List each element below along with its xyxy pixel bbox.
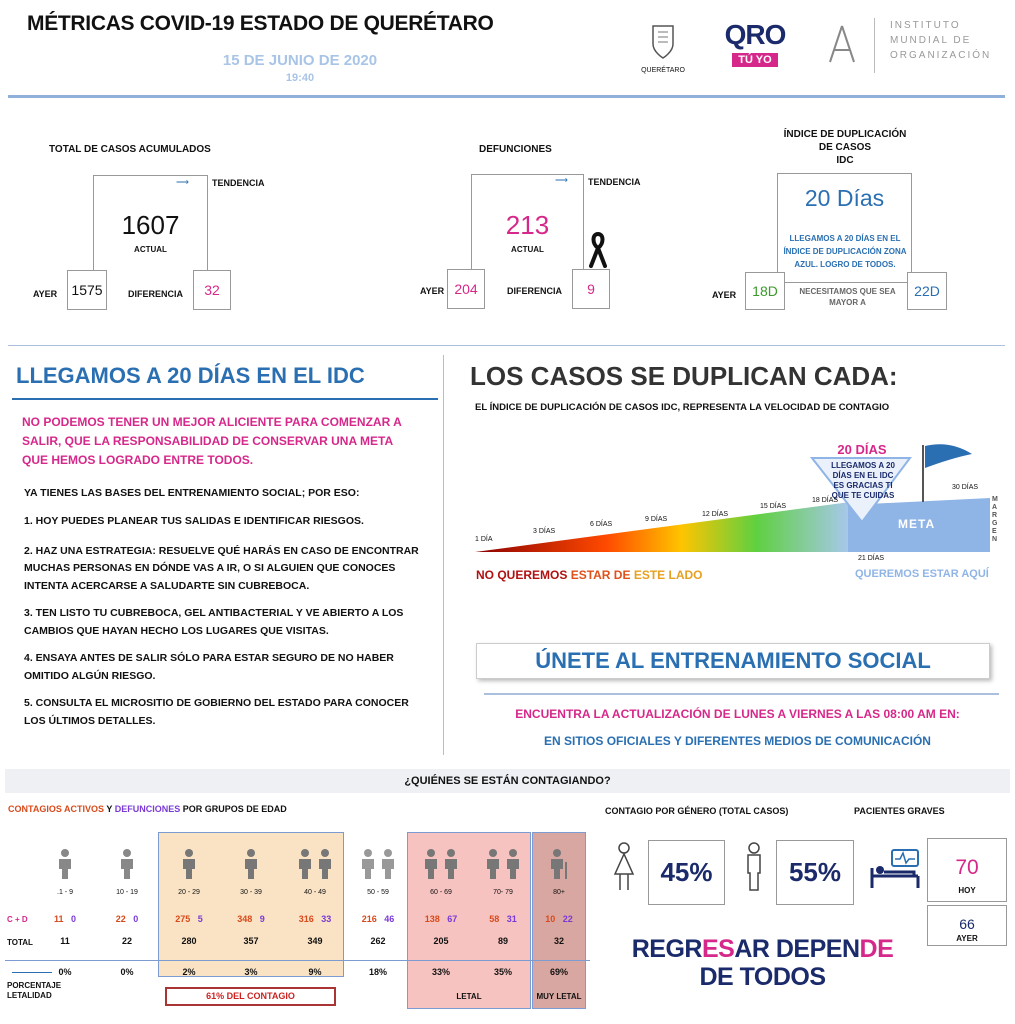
cd-cell: 216 46 xyxy=(361,914,395,924)
deaths-diff-value: 9 xyxy=(572,269,610,309)
cd-cell: 22 0 xyxy=(115,914,139,924)
idc-message: LLEGAMOS A 20 DÍAS EN EL ÍNDICE DE DUPLICACIÓN ZONA AZUL. LOGRO DE TODOS. xyxy=(783,234,907,269)
total-title: TOTAL DE CASOS ACUMULADOS xyxy=(49,144,211,155)
age-label: 70- 79 xyxy=(493,889,513,896)
deaths-ayer-label: AYER xyxy=(420,286,445,296)
pct-cell: 2% xyxy=(182,967,196,977)
grave-hoy-value: 70 xyxy=(955,856,979,879)
total-diff-label: DIFERENCIA xyxy=(128,289,184,299)
margen-label: MARGEN xyxy=(992,496,998,543)
page-title: MÉTRICAS COVID-19 ESTADO DE QUERÉTARO xyxy=(27,12,494,35)
qro-logo-text: QRO xyxy=(724,19,786,50)
pct-cell: 3% xyxy=(244,967,258,977)
deaths-ayer-value: 204 xyxy=(447,269,485,309)
age-label: 10 - 19 xyxy=(116,889,138,896)
idc-need: NECESITAMOS QUE SEA MAYOR A xyxy=(799,287,896,307)
cd-cell: 348 9 xyxy=(237,914,265,924)
total-cell: 205 xyxy=(433,936,449,946)
adult-icon xyxy=(241,848,261,880)
idc-target-value: 22D xyxy=(907,272,947,310)
right-subtitle: EL ÍNDICE DE DUPLICACIÓN DE CASOS IDC, REPRESENTA LA VELOCIDAD DE CONTAGIO xyxy=(475,402,890,413)
hospital-bed-icon xyxy=(870,848,926,895)
pct-cell: 35% xyxy=(493,967,512,977)
list-item: 2. HAZ UNA ESTRATEGIA: RESUELVE QUÉ HARÁS EN CASO DE ENCONTRAR MUCHAS PERSONAS EN DÓNDE VAS A IR, O SI ALGUIEN QUE CONOCES INTENTA ACERCARSE A SALUDARTE SIN CUBREBOCA. xyxy=(24,544,419,592)
female-pct: 45% xyxy=(648,840,725,905)
total-cell: 349 xyxy=(307,936,323,946)
elder-couple-icon xyxy=(421,848,461,880)
age-label: 30 - 39 xyxy=(240,889,262,896)
total-cell: 11 xyxy=(60,936,70,946)
pct-cell: 0% xyxy=(120,967,134,977)
adult-icon xyxy=(179,848,199,880)
total-value: 1607 xyxy=(121,210,180,240)
day-label: 30 DÍAS xyxy=(952,484,979,491)
total-trend: TENDENCIA xyxy=(212,178,265,188)
day-label: 9 DÍAS xyxy=(645,516,668,523)
grave-ayer-label: AYER xyxy=(956,934,978,943)
left-bases: YA TIENES LAS BASES DEL ENTRENAMIENTO SOCIAL; POR ESO: xyxy=(24,487,360,499)
left-list xyxy=(24,513,429,730)
pct-cell: 69% xyxy=(549,967,568,977)
badge-message: LLEGAMOS A 20 DÍAS EN EL IDC ES GRACIAS TI QUE TE CUIDAS xyxy=(831,461,895,500)
header-divider xyxy=(8,95,1005,98)
muy-letal-label: MUY LETAL xyxy=(536,992,582,1001)
deaths-trend: TENDENCIA xyxy=(588,177,641,187)
day-label: 3 DÍAS xyxy=(533,528,556,535)
deaths-actual: ACTUAL xyxy=(511,245,544,254)
idc-scale-chart xyxy=(460,440,1005,585)
total-actual: ACTUAL xyxy=(134,245,167,254)
age-label: .1 - 9 xyxy=(57,889,73,896)
day-label: 12 DÍAS xyxy=(702,511,729,518)
grave-hoy-label: HOY xyxy=(958,886,976,895)
flag-icon xyxy=(925,444,972,468)
pct-cell: 18% xyxy=(368,967,387,977)
queremos-aqui: QUEREMOS ESTAR AQUÍ xyxy=(855,568,989,580)
list-item: 1. HOY PUEDES PLANEAR TUS SALIDAS E IDENTIFICAR RIESGOS. xyxy=(24,515,364,527)
elder-cane-icon xyxy=(547,848,571,880)
age-label: 40 - 49 xyxy=(304,889,326,896)
total-cell: 262 xyxy=(370,936,386,946)
day-label: 21 DÍAS xyxy=(858,555,885,562)
queretaro-logo xyxy=(638,22,688,80)
male-pct: 55% xyxy=(776,840,854,905)
cd-cell: 10 22 xyxy=(545,914,573,924)
list-item: 4. ENSAYA ANTES DE SALIR SÓLO PARA ESTAR SEGURO DE NO HABER OMITIDO ALGÚN RIESGO. xyxy=(24,652,394,682)
day-label: 1 DÍA xyxy=(475,536,493,543)
row-cd-label: C + D xyxy=(7,915,28,924)
day-label: 18 DÍAS xyxy=(812,497,839,504)
report-date: 15 DE JUNIO DE 2020 xyxy=(222,52,378,69)
total-cell: 357 xyxy=(243,936,259,946)
list-item: 3. TEN LISTO TU CUBREBOCA, GEL ANTIBACTERIAL Y VE ABIERTO A LOS CAMBIOS QUE HAYAN HECHO LOS LUGARES QUE VISITAS. xyxy=(24,607,404,637)
cd-cell: 138 67 xyxy=(424,914,458,924)
female-icon xyxy=(612,842,636,897)
pct-cell: 0% xyxy=(58,967,72,977)
cd-cell: 316 33 xyxy=(298,914,332,924)
update-text: ENCUENTRA LA ACTUALIZACIÓN DE LUNES A VIERNES A LAS 08:00 AM EN: xyxy=(515,707,960,721)
institute-logo-text: INSTITUTO MUNDIAL DE ORGANIZACIÓN xyxy=(890,20,992,61)
elder-couple-icon xyxy=(483,848,523,880)
teen-icon xyxy=(117,848,137,880)
list-item: 5. CONSULTA EL MICROSITIO DE GOBIERNO DEL ESTADO PARA CONOCER LOS ÚLTIMOS DETALLES. xyxy=(24,697,409,727)
idc-value: 20 Días xyxy=(804,185,885,211)
deaths-value: 213 xyxy=(505,210,550,240)
idc-title: ÍNDICE DE DUPLICACIÓN DE CASOS IDC xyxy=(783,129,907,166)
age-label: 20 - 29 xyxy=(178,889,200,896)
sites-text: EN SITIOS OFICIALES Y DIFERENTES MEDIOS DE COMUNICACIÓN xyxy=(544,734,931,748)
queretaro-logo-text: QUERÉTARO xyxy=(641,67,685,74)
left-heading: LLEGAMOS A 20 DÍAS EN EL IDC xyxy=(16,363,365,388)
deaths-title: DEFUNCIONES xyxy=(479,144,552,155)
no-queremos: NO QUEREMOS ESTAR DE ESTE LADO xyxy=(476,568,703,582)
male-icon xyxy=(742,842,766,897)
slogan: REGRESAR DEPENDE DE TODOS xyxy=(631,935,894,991)
porcentaje-label: PORCENTAJE LETALIDAD xyxy=(7,981,62,1000)
badge-days: 20 DÍAS xyxy=(837,442,887,457)
total-cell: 280 xyxy=(181,936,197,946)
age-label: 60 - 69 xyxy=(430,889,452,896)
cd-cell: 58 31 xyxy=(489,914,517,924)
contagio-box: 61% DEL CONTAGIO xyxy=(165,987,336,1006)
report-time: 19:40 xyxy=(285,72,315,84)
meta-label: META xyxy=(898,517,936,531)
idc-ayer-value: 18D xyxy=(745,272,785,310)
qro-logo xyxy=(716,20,794,68)
pct-cell: 9% xyxy=(308,967,322,977)
age-label: 50 - 59 xyxy=(367,889,389,896)
right-heading: LOS CASOS SE DUPLICAN CADA: xyxy=(470,361,898,391)
total-ayer-label: AYER xyxy=(33,289,58,299)
couple-icon xyxy=(295,848,335,880)
total-diff-value: 32 xyxy=(193,270,231,310)
qro-logo-sub: TÚ YO xyxy=(732,53,777,67)
institute-icon xyxy=(822,22,862,68)
grave-title: PACIENTES GRAVES xyxy=(854,806,945,816)
who-title: ¿QUIÉNES SE ESTÁN CONTAGIANDO? xyxy=(5,769,1010,793)
row-total-label: TOTAL xyxy=(7,938,33,947)
total-ayer-value: 1575 xyxy=(67,270,107,310)
left-intro: NO PODEMOS TENER UN MEJOR ALICIENTE PARA COMENZAR A SALIR, QUE LA RESPONSABILIDAD DE CONSERVAR UNA META QUE HEMOS LOGRADO ENTRE TODOS. xyxy=(22,415,402,467)
couple-icon xyxy=(358,848,398,880)
age-label: 80+ xyxy=(553,889,565,896)
who-subtitle: CONTAGIOS ACTIVOS Y DEFUNCIONES POR GRUPOS DE EDAD xyxy=(8,804,287,814)
letal-label: LETAL xyxy=(456,992,482,1001)
grave-ayer-value: 66 xyxy=(959,916,975,932)
day-label: 6 DÍAS xyxy=(590,521,613,528)
pct-cell: 33% xyxy=(431,967,450,977)
gradient-wedge xyxy=(475,502,850,552)
day-label: 15 DÍAS xyxy=(760,503,787,510)
gender-title: CONTAGIO POR GÉNERO (TOTAL CASOS) xyxy=(605,806,789,816)
idc-ayer-label: AYER xyxy=(712,290,737,300)
total-cell: 32 xyxy=(553,936,564,946)
cd-cell: 11 0 xyxy=(53,914,77,924)
mourning-ribbon-icon xyxy=(588,232,608,273)
total-cell: 22 xyxy=(121,936,132,946)
total-cell: 89 xyxy=(497,936,508,946)
join-banner: ÚNETE AL ENTRENAMIENTO SOCIAL xyxy=(476,643,990,679)
deaths-diff-label: DIFERENCIA xyxy=(507,286,563,296)
child-icon xyxy=(55,848,75,880)
cd-cell: 275 5 xyxy=(175,914,203,924)
